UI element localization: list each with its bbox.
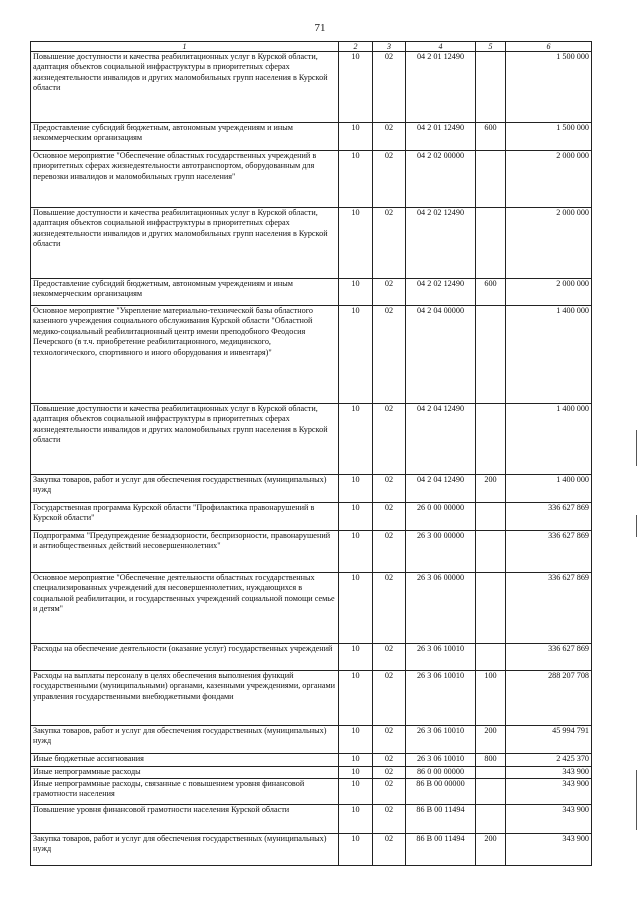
table-row (31, 573, 592, 644)
table-row (31, 671, 592, 726)
row-section: 10 (339, 208, 373, 279)
row-section: 10 (339, 503, 373, 531)
table-row (31, 404, 592, 475)
header-row (31, 42, 592, 52)
header-col-3: 3 (373, 42, 406, 52)
row-section: 10 (339, 531, 373, 573)
row-subsection: 02 (373, 805, 406, 834)
row-target-code: 26 3 06 10010 (406, 644, 476, 671)
table-row (31, 754, 592, 767)
row-expense-type (476, 644, 506, 671)
row-subsection: 02 (373, 754, 406, 767)
row-amount: 1 500 000 (506, 123, 592, 151)
row-section: 10 (339, 279, 373, 306)
row-section: 10 (339, 767, 373, 779)
row-name: Основное мероприятие "Обеспечение областных государственных учреждений в приоритетных сферах жизнедеятельности автотранспортом, оборудованным для перевозки инвалидов и маломобильных групп населения" (31, 151, 339, 208)
row-name: Иные непрограммные расходы, связанные с повышением уровня финансовой грамотности населения (31, 779, 339, 805)
row-amount: 343 900 (506, 767, 592, 779)
row-expense-type (476, 404, 506, 475)
row-amount: 336 627 869 (506, 503, 592, 531)
row-expense-type: 800 (476, 754, 506, 767)
row-section: 10 (339, 306, 373, 404)
header-col-4: 4 (406, 42, 476, 52)
row-name: Повышение доступности и качества реабилитационных услуг в Курской области, адаптация объектов социальной инфраструктуры в приоритетных сферах жизнедеятельности инвалидов и других маломобильных групп населения в Курской области (31, 208, 339, 279)
scan-margin-mark (636, 770, 637, 830)
row-target-code: 04 2 01 12490 (406, 123, 476, 151)
row-target-code: 04 2 02 12490 (406, 279, 476, 306)
row-amount: 2 000 000 (506, 208, 592, 279)
row-name: Подпрограмма "Предупреждение безнадзорности, беспризорности, правонарушений и антиобщественных действий несовершеннолетних" (31, 531, 339, 573)
row-amount: 2 000 000 (506, 151, 592, 208)
row-expense-type (476, 531, 506, 573)
row-expense-type: 200 (476, 726, 506, 754)
row-subsection: 02 (373, 208, 406, 279)
table-row (31, 306, 592, 404)
row-section: 10 (339, 671, 373, 726)
table-row (31, 151, 592, 208)
table-row (31, 726, 592, 754)
scan-margin-mark (636, 515, 637, 537)
row-expense-type (476, 779, 506, 805)
header-col-1: 1 (31, 42, 339, 52)
row-subsection: 02 (373, 503, 406, 531)
row-target-code: 86 В 00 11494 (406, 834, 476, 866)
row-subsection: 02 (373, 573, 406, 644)
row-target-code: 04 2 02 00000 (406, 151, 476, 208)
table-row (31, 52, 592, 123)
row-name: Основное мероприятие "Обеспечение деятельности областных государственных специализированных учреждений для несовершеннолетних, нуждающихся в социальной реабилитации, и государственных учреждений социальной помощи семье и детям" (31, 573, 339, 644)
table-row (31, 531, 592, 573)
row-section: 10 (339, 404, 373, 475)
row-expense-type (476, 767, 506, 779)
row-target-code: 04 2 02 12490 (406, 208, 476, 279)
row-subsection: 02 (373, 531, 406, 573)
row-section: 10 (339, 151, 373, 208)
row-target-code: 04 2 04 12490 (406, 404, 476, 475)
row-expense-type (476, 208, 506, 279)
row-section: 10 (339, 475, 373, 503)
row-name: Предоставление субсидий бюджетным, автономным учреждениям и иным некоммерческим организациям (31, 123, 339, 151)
row-section: 10 (339, 805, 373, 834)
row-name: Расходы на обеспечение деятельности (оказание услуг) государственных учреждений (31, 644, 339, 671)
row-expense-type: 100 (476, 671, 506, 726)
row-target-code: 86 В 00 11494 (406, 805, 476, 834)
header-col-5: 5 (476, 42, 506, 52)
row-expense-type: 200 (476, 475, 506, 503)
row-subsection: 02 (373, 306, 406, 404)
budget-table (30, 41, 592, 866)
row-subsection: 02 (373, 404, 406, 475)
row-expense-type (476, 573, 506, 644)
row-section: 10 (339, 779, 373, 805)
row-name: Закупка товаров, работ и услуг для обеспечения государственных (муниципальных) нужд (31, 726, 339, 754)
row-expense-type: 600 (476, 123, 506, 151)
row-target-code: 26 3 06 10010 (406, 754, 476, 767)
row-expense-type (476, 52, 506, 123)
scan-margin-mark (636, 430, 637, 466)
row-name: Государственная программа Курской области "Профилактика правонарушений в Курской области" (31, 503, 339, 531)
header-col-6: 6 (506, 42, 592, 52)
row-subsection: 02 (373, 726, 406, 754)
table-row (31, 208, 592, 279)
row-name: Предоставление субсидий бюджетным, автономным учреждениям и иным некоммерческим организациям (31, 279, 339, 306)
row-amount: 1 400 000 (506, 404, 592, 475)
row-amount: 336 627 869 (506, 644, 592, 671)
row-subsection: 02 (373, 52, 406, 123)
row-amount: 336 627 869 (506, 573, 592, 644)
row-expense-type (476, 503, 506, 531)
row-amount: 1 500 000 (506, 52, 592, 123)
row-target-code: 86 0 00 00000 (406, 767, 476, 779)
row-amount: 288 207 708 (506, 671, 592, 726)
row-target-code: 26 3 06 10010 (406, 726, 476, 754)
row-amount: 1 400 000 (506, 475, 592, 503)
row-target-code: 26 3 06 00000 (406, 573, 476, 644)
row-expense-type: 600 (476, 279, 506, 306)
table-row (31, 644, 592, 671)
row-section: 10 (339, 644, 373, 671)
table-row (31, 503, 592, 531)
row-subsection: 02 (373, 475, 406, 503)
row-subsection: 02 (373, 151, 406, 208)
row-amount: 2 425 370 (506, 754, 592, 767)
row-name: Закупка товаров, работ и услуг для обеспечения государственных (муниципальных) нужд (31, 475, 339, 503)
row-subsection: 02 (373, 123, 406, 151)
row-amount: 2 000 000 (506, 279, 592, 306)
row-target-code: 26 3 06 10010 (406, 671, 476, 726)
table-row (31, 767, 592, 779)
row-target-code: 04 2 04 00000 (406, 306, 476, 404)
row-name: Повышение доступности и качества реабилитационных услуг в Курской области, адаптация объектов социальной инфраструктуры в приоритетных сферах жизнедеятельности инвалидов и других маломобильных групп населения в Курской области (31, 52, 339, 123)
row-amount: 45 994 791 (506, 726, 592, 754)
header-col-2: 2 (339, 42, 373, 52)
table-row (31, 123, 592, 151)
row-target-code: 04 2 04 12490 (406, 475, 476, 503)
row-name: Расходы на выплаты персоналу в целях обеспечения выполнения функций государственными (муниципальными) органами, казенными учреждениями, органами управления государственными внебюджетными фондами (31, 671, 339, 726)
row-amount: 1 400 000 (506, 306, 592, 404)
row-subsection: 02 (373, 644, 406, 671)
row-target-code: 04 2 01 12490 (406, 52, 476, 123)
row-name: Повышение доступности и качества реабилитационных услуг в Курской области, адаптация объектов социальной инфраструктуры в приоритетных сферах жизнедеятельности инвалидов и других маломобильных групп населения в Курской области (31, 404, 339, 475)
row-name: Иные непрограммные расходы (31, 767, 339, 779)
row-subsection: 02 (373, 779, 406, 805)
table-row (31, 475, 592, 503)
row-section: 10 (339, 726, 373, 754)
row-amount: 343 900 (506, 805, 592, 834)
row-name: Закупка товаров, работ и услуг для обеспечения государственных (муниципальных) нужд (31, 834, 339, 866)
row-expense-type (476, 306, 506, 404)
row-target-code: 26 0 00 00000 (406, 503, 476, 531)
row-name: Основное мероприятие "Укрепление материально-технической базы областного казенного учреждения социального обслуживания Курской области "Областной медико-социальный реабилитационный центр имени преподобного Феодосия Печерского (в т.ч. приобретение реабилитационного, медицинского, технологического, спортивного и иного оборудования и инвентаря)" (31, 306, 339, 404)
row-section: 10 (339, 754, 373, 767)
row-expense-type (476, 805, 506, 834)
row-subsection: 02 (373, 834, 406, 866)
row-amount: 343 900 (506, 834, 592, 866)
row-section: 10 (339, 834, 373, 866)
row-subsection: 02 (373, 767, 406, 779)
row-target-code: 26 3 00 00000 (406, 531, 476, 573)
table-row (31, 279, 592, 306)
row-amount: 336 627 869 (506, 531, 592, 573)
row-name: Иные бюджетные ассигнования (31, 754, 339, 767)
row-section: 10 (339, 573, 373, 644)
row-target-code: 86 В 00 00000 (406, 779, 476, 805)
row-subsection: 02 (373, 671, 406, 726)
row-section: 10 (339, 123, 373, 151)
table-row (31, 834, 592, 866)
table-row (31, 805, 592, 834)
row-subsection: 02 (373, 279, 406, 306)
row-name: Повышение уровня финансовой грамотности населения Курской области (31, 805, 339, 834)
row-expense-type (476, 151, 506, 208)
row-section: 10 (339, 52, 373, 123)
row-amount: 343 900 (506, 779, 592, 805)
page-number: 71 (314, 22, 326, 34)
table-row (31, 779, 592, 805)
row-expense-type: 200 (476, 834, 506, 866)
